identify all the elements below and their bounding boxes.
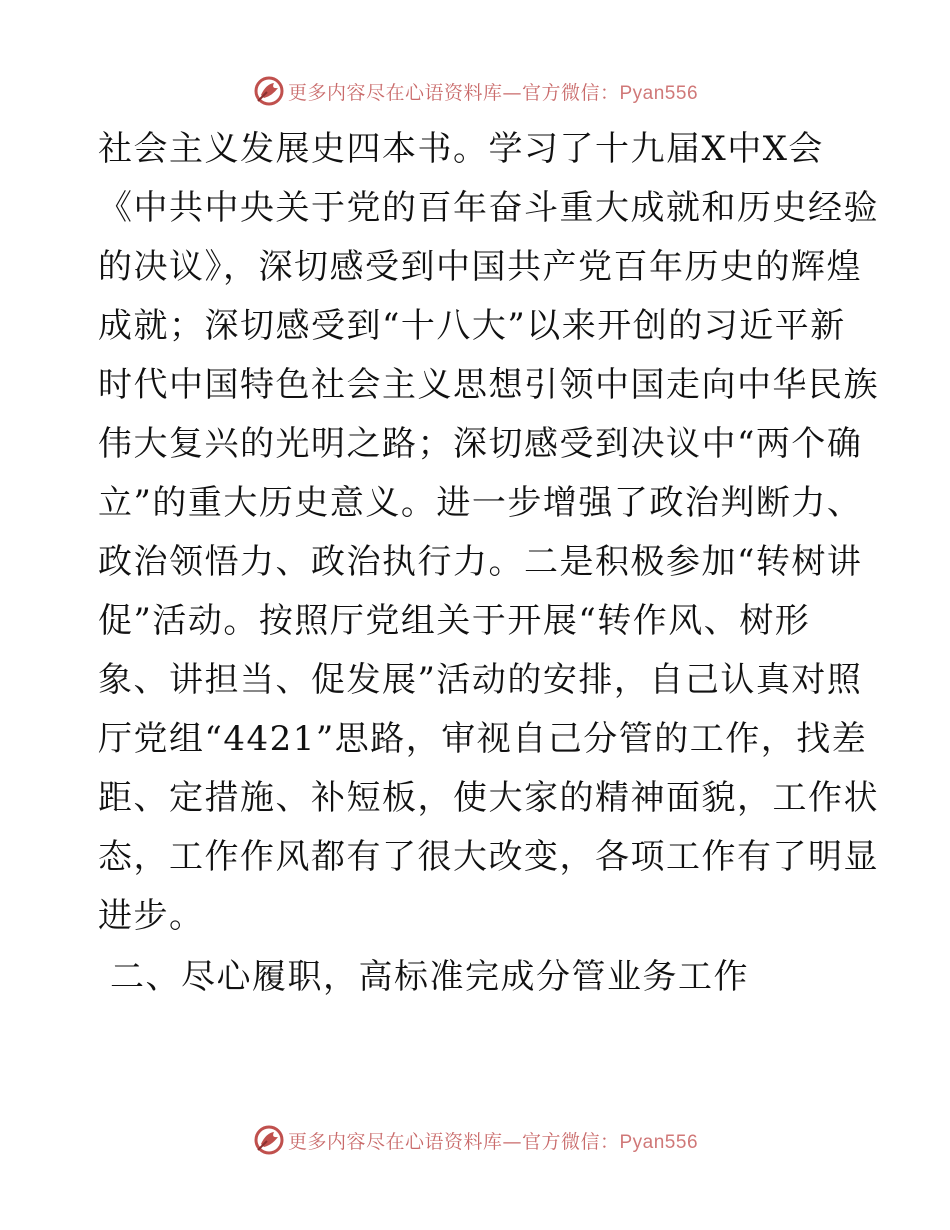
body-line: 时代中国特色社会主义思想引领中国走向中华民族 <box>98 365 879 405</box>
document-body <box>98 120 879 946</box>
footer-watermark <box>0 1123 950 1157</box>
header-watermark <box>0 74 950 108</box>
body-line: 伟大复兴的光明之路；深切感受到决议中“两个确 <box>98 424 863 464</box>
body-line: 立”的重大历史意义。进一步增强了政治判断力、 <box>98 483 863 523</box>
watermark-account: Pyan556 <box>619 1131 699 1153</box>
body-line: 的决议》，深切感受到中国共产党百年历史的辉煌 <box>98 247 862 287</box>
watermark-account: Pyan556 <box>619 82 699 104</box>
body-line: 《中共中央关于党的百年奋斗重大成就和历史经验 <box>98 188 879 228</box>
body-line: 态，工作作风都有了很大改变，各项工作有了明显 <box>98 837 879 877</box>
body-line: 厅党组“4421”思路，审视自己分管的工作，找差 <box>98 719 868 759</box>
watermark-text: 更多内容尽在心语资料库—官方微信：Pyan556 <box>287 1130 699 1153</box>
section-heading: 二、尽心履职，高标准完成分管业务工作 <box>110 957 749 997</box>
brand-logo-icon <box>252 1123 286 1157</box>
body-line: 政治领悟力、政治执行力。二是积极参加“转树讲 <box>98 542 863 582</box>
body-line: 象、讲担当、促发展”活动的安排，自己认真对照 <box>98 660 863 700</box>
watermark-text: 更多内容尽在心语资料库—官方微信：Pyan556 <box>287 81 699 104</box>
body-line: 距、定措施、补短板，使大家的精神面貌，工作状 <box>98 778 879 818</box>
body-line: 进步。 <box>98 896 205 936</box>
body-line: 社会主义发展史四本书。学习了十九届X中X会 <box>98 129 824 169</box>
body-line: 成就；深切感受到“十八大”以来开创的习近平新 <box>98 306 846 346</box>
body-line: 促”活动。按照厅党组关于开展“转作风、树形 <box>98 601 811 641</box>
brand-logo-icon <box>252 74 286 108</box>
